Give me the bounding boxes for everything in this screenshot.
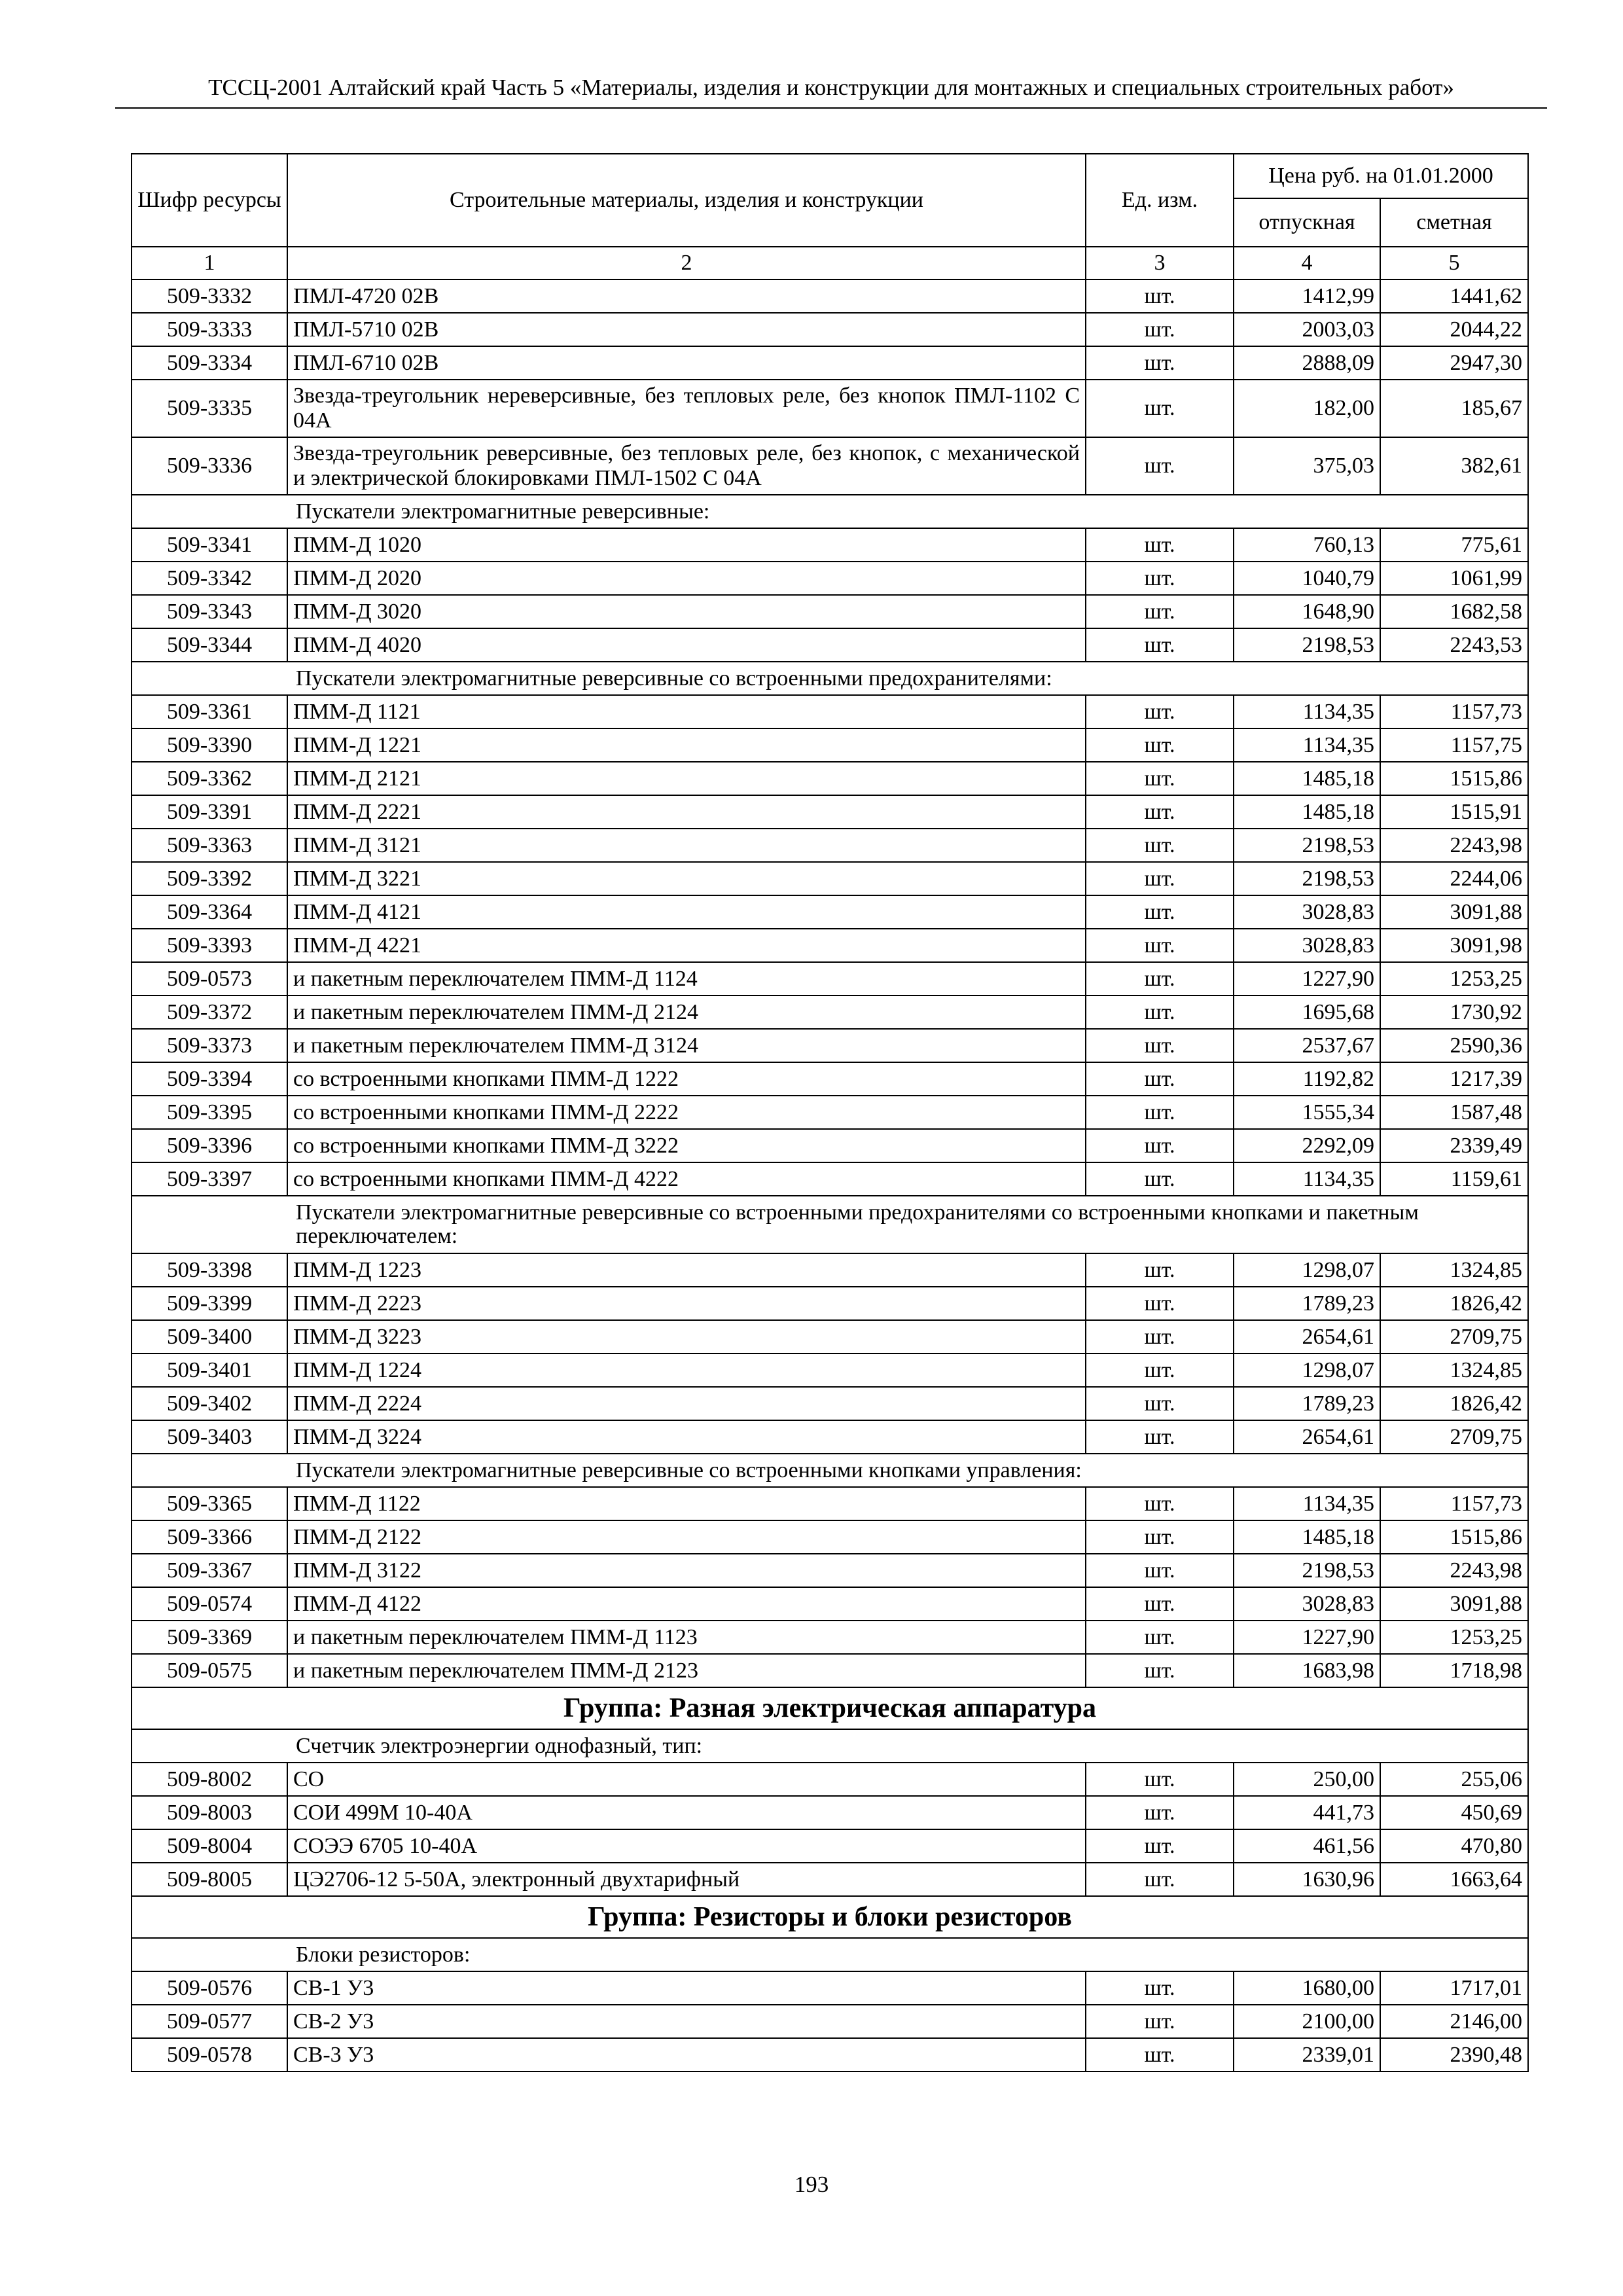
unit-cell: шт. bbox=[1086, 1387, 1234, 1420]
resource-code: 509-3335 bbox=[132, 380, 287, 437]
estimate-price: 3091,88 bbox=[1380, 895, 1528, 929]
table-row bbox=[132, 1287, 1528, 1320]
material-name: СО bbox=[287, 1763, 1086, 1796]
table-row bbox=[132, 313, 1528, 346]
unit-cell: шт. bbox=[1086, 1129, 1234, 1162]
unit-cell: шт. bbox=[1086, 862, 1234, 895]
estimate-price: 2244,06 bbox=[1380, 862, 1528, 895]
resource-code: 509-3402 bbox=[132, 1387, 287, 1420]
resource-code: 509-3344 bbox=[132, 628, 287, 662]
material-name: ЦЭ2706-12 5-50А, электронный двухтарифный bbox=[287, 1863, 1086, 1896]
header-unit: Ед. изм. bbox=[1086, 154, 1234, 247]
material-name: ПММ-Д 2223 bbox=[287, 1287, 1086, 1320]
resource-code: 509-3391 bbox=[132, 795, 287, 829]
table-row bbox=[132, 795, 1528, 829]
release-price: 375,03 bbox=[1234, 437, 1380, 495]
release-price: 250,00 bbox=[1234, 1763, 1380, 1796]
material-name: ПММ-Д 1221 bbox=[287, 728, 1086, 762]
section-label: Блоки резисторов: bbox=[132, 1938, 1528, 1971]
unit-cell: шт. bbox=[1086, 346, 1234, 380]
release-price: 441,73 bbox=[1234, 1796, 1380, 1829]
estimate-price: 1157,73 bbox=[1380, 695, 1528, 728]
resource-code: 509-8004 bbox=[132, 1829, 287, 1863]
table-row bbox=[132, 528, 1528, 562]
release-price: 1683,98 bbox=[1234, 1654, 1380, 1687]
unit-cell: шт. bbox=[1086, 1487, 1234, 1520]
estimate-price: 1682,58 bbox=[1380, 595, 1528, 628]
release-price: 2198,53 bbox=[1234, 1554, 1380, 1587]
estimate-price: 1515,86 bbox=[1380, 762, 1528, 795]
unit-cell: шт. bbox=[1086, 728, 1234, 762]
release-price: 3028,83 bbox=[1234, 895, 1380, 929]
unit-cell: шт. bbox=[1086, 962, 1234, 996]
header-price: Цена руб. на 01.01.2000 bbox=[1234, 154, 1528, 198]
release-price: 1680,00 bbox=[1234, 1971, 1380, 2005]
release-price: 2198,53 bbox=[1234, 829, 1380, 862]
release-price: 2198,53 bbox=[1234, 628, 1380, 662]
estimate-price: 2590,36 bbox=[1380, 1029, 1528, 1062]
section-row bbox=[132, 662, 1528, 695]
resource-code: 509-3397 bbox=[132, 1162, 287, 1196]
estimate-price: 2243,98 bbox=[1380, 829, 1528, 862]
estimate-price: 382,61 bbox=[1380, 437, 1528, 495]
unit-cell: шт. bbox=[1086, 829, 1234, 862]
material-name: и пакетным переключателем ПММ-Д 2123 bbox=[287, 1654, 1086, 1687]
column-number-row bbox=[132, 247, 1528, 279]
resource-code: 509-3400 bbox=[132, 1320, 287, 1354]
resource-code: 509-0573 bbox=[132, 962, 287, 996]
release-price: 1192,82 bbox=[1234, 1062, 1380, 1096]
release-price: 760,13 bbox=[1234, 528, 1380, 562]
resource-code: 509-3403 bbox=[132, 1420, 287, 1454]
estimate-price: 1826,42 bbox=[1380, 1387, 1528, 1420]
table-row bbox=[132, 437, 1528, 495]
material-name: ПММ-Д 4020 bbox=[287, 628, 1086, 662]
table-row bbox=[132, 1520, 1528, 1554]
estimate-price: 2947,30 bbox=[1380, 346, 1528, 380]
resource-code: 509-3332 bbox=[132, 279, 287, 313]
table-row bbox=[132, 895, 1528, 929]
material-name: ПМЛ-6710 02В bbox=[287, 346, 1086, 380]
release-price: 1298,07 bbox=[1234, 1253, 1380, 1287]
resource-code: 509-3373 bbox=[132, 1029, 287, 1062]
table-row bbox=[132, 595, 1528, 628]
unit-cell: шт. bbox=[1086, 996, 1234, 1029]
material-name: со встроенными кнопками ПММ-Д 1222 bbox=[287, 1062, 1086, 1096]
resource-code: 509-3364 bbox=[132, 895, 287, 929]
unit-cell: шт. bbox=[1086, 595, 1234, 628]
resource-code: 509-3396 bbox=[132, 1129, 287, 1162]
unit-cell: шт. bbox=[1086, 1096, 1234, 1129]
release-price: 1227,90 bbox=[1234, 962, 1380, 996]
table-row bbox=[132, 1387, 1528, 1420]
material-name: ПММ-Д 3121 bbox=[287, 829, 1086, 862]
table-row bbox=[132, 562, 1528, 595]
table-row bbox=[132, 1062, 1528, 1096]
estimate-price: 2243,53 bbox=[1380, 628, 1528, 662]
resource-code: 509-3363 bbox=[132, 829, 287, 862]
table-row bbox=[132, 1971, 1528, 2005]
material-name: Звезда-треугольник нереверсивные, без тепловых реле, без кнопок ПМЛ-1102 С 04А bbox=[287, 380, 1086, 437]
table-row bbox=[132, 1863, 1528, 1896]
resource-code: 509-3333 bbox=[132, 313, 287, 346]
estimate-price: 1159,61 bbox=[1380, 1162, 1528, 1196]
release-price: 1298,07 bbox=[1234, 1354, 1380, 1387]
estimate-price: 1587,48 bbox=[1380, 1096, 1528, 1129]
release-price: 3028,83 bbox=[1234, 1587, 1380, 1621]
material-name: со встроенными кнопками ПММ-Д 3222 bbox=[287, 1129, 1086, 1162]
material-name: ПММ-Д 2020 bbox=[287, 562, 1086, 595]
column-number: 1 bbox=[132, 247, 287, 279]
unit-cell: шт. bbox=[1086, 1763, 1234, 1796]
header-code: Шифр ресурсы bbox=[132, 154, 287, 247]
release-price: 182,00 bbox=[1234, 380, 1380, 437]
release-price: 3028,83 bbox=[1234, 929, 1380, 962]
unit-cell: шт. bbox=[1086, 1287, 1234, 1320]
estimate-price: 2390,48 bbox=[1380, 2038, 1528, 2072]
material-name: ПММ-Д 2121 bbox=[287, 762, 1086, 795]
unit-cell: шт. bbox=[1086, 1863, 1234, 1896]
unit-cell: шт. bbox=[1086, 1162, 1234, 1196]
resource-code: 509-3361 bbox=[132, 695, 287, 728]
material-name: ПМЛ-5710 02В bbox=[287, 313, 1086, 346]
unit-cell: шт. bbox=[1086, 929, 1234, 962]
material-name: СВ-1 У3 bbox=[287, 1971, 1086, 2005]
resource-code: 509-3372 bbox=[132, 996, 287, 1029]
unit-cell: шт. bbox=[1086, 695, 1234, 728]
estimate-price: 1515,91 bbox=[1380, 795, 1528, 829]
material-name: ПММ-Д 2122 bbox=[287, 1520, 1086, 1554]
estimate-price: 1157,75 bbox=[1380, 728, 1528, 762]
unit-cell: шт. bbox=[1086, 279, 1234, 313]
header-release-price: отпускная bbox=[1234, 198, 1380, 247]
table-row bbox=[132, 1763, 1528, 1796]
table-row bbox=[132, 1587, 1528, 1621]
unit-cell: шт. bbox=[1086, 437, 1234, 495]
table-row bbox=[132, 1162, 1528, 1196]
release-price: 2292,09 bbox=[1234, 1129, 1380, 1162]
unit-cell: шт. bbox=[1086, 1971, 1234, 2005]
table-row bbox=[132, 279, 1528, 313]
estimate-price: 1663,64 bbox=[1380, 1863, 1528, 1896]
release-price: 1040,79 bbox=[1234, 562, 1380, 595]
release-price: 2888,09 bbox=[1234, 346, 1380, 380]
resource-code: 509-3369 bbox=[132, 1621, 287, 1654]
table-row bbox=[132, 1253, 1528, 1287]
resource-code: 509-3401 bbox=[132, 1354, 287, 1387]
estimate-price: 450,69 bbox=[1380, 1796, 1528, 1829]
resource-code: 509-3365 bbox=[132, 1487, 287, 1520]
material-name: ПММ-Д 3224 bbox=[287, 1420, 1086, 1454]
material-name: и пакетным переключателем ПММ-Д 1124 bbox=[287, 962, 1086, 996]
resource-code: 509-3395 bbox=[132, 1096, 287, 1129]
material-name: и пакетным переключателем ПММ-Д 1123 bbox=[287, 1621, 1086, 1654]
material-name: ПМЛ-4720 02В bbox=[287, 279, 1086, 313]
material-name: ПММ-Д 3122 bbox=[287, 1554, 1086, 1587]
estimate-price: 2709,75 bbox=[1380, 1420, 1528, 1454]
unit-cell: шт. bbox=[1086, 562, 1234, 595]
material-name: ПММ-Д 1223 bbox=[287, 1253, 1086, 1287]
unit-cell: шт. bbox=[1086, 1587, 1234, 1621]
unit-cell: шт. bbox=[1086, 762, 1234, 795]
unit-cell: шт. bbox=[1086, 528, 1234, 562]
estimate-price: 1253,25 bbox=[1380, 1621, 1528, 1654]
material-name: ПММ-Д 3020 bbox=[287, 595, 1086, 628]
resource-code: 509-3367 bbox=[132, 1554, 287, 1587]
resource-code: 509-0575 bbox=[132, 1654, 287, 1687]
material-name: ПММ-Д 4121 bbox=[287, 895, 1086, 929]
release-price: 2339,01 bbox=[1234, 2038, 1380, 2072]
section-label: Пускатели электромагнитные реверсивные: bbox=[132, 495, 1528, 528]
estimate-price: 1217,39 bbox=[1380, 1062, 1528, 1096]
unit-cell: шт. bbox=[1086, 1829, 1234, 1863]
estimate-price: 1717,01 bbox=[1380, 1971, 1528, 2005]
resource-code: 509-3366 bbox=[132, 1520, 287, 1554]
resource-code: 509-8003 bbox=[132, 1796, 287, 1829]
section-row bbox=[132, 1454, 1528, 1487]
material-name: ПММ-Д 1122 bbox=[287, 1487, 1086, 1520]
table-row bbox=[132, 1796, 1528, 1829]
unit-cell: шт. bbox=[1086, 2038, 1234, 2072]
release-price: 1134,35 bbox=[1234, 1162, 1380, 1196]
section-label: Счетчик электроэнергии однофазный, тип: bbox=[132, 1729, 1528, 1763]
table-row bbox=[132, 380, 1528, 437]
material-name: Звезда-треугольник реверсивные, без тепловых реле, без кнопок, с механической и электрической блокировками ПМЛ-1502 С 04А bbox=[287, 437, 1086, 495]
table-row bbox=[132, 1621, 1528, 1654]
release-price: 461,56 bbox=[1234, 1829, 1380, 1863]
column-number: 5 bbox=[1380, 247, 1528, 279]
estimate-price: 185,67 bbox=[1380, 380, 1528, 437]
table-row bbox=[132, 1487, 1528, 1520]
resource-code: 509-3392 bbox=[132, 862, 287, 895]
table-row bbox=[132, 862, 1528, 895]
release-price: 1648,90 bbox=[1234, 595, 1380, 628]
table-row bbox=[132, 695, 1528, 728]
release-price: 2003,03 bbox=[1234, 313, 1380, 346]
resource-code: 509-0576 bbox=[132, 1971, 287, 2005]
release-price: 1630,96 bbox=[1234, 1863, 1380, 1896]
material-name: ПММ-Д 4221 bbox=[287, 929, 1086, 962]
table-row bbox=[132, 762, 1528, 795]
table-row bbox=[132, 1354, 1528, 1387]
table-row bbox=[132, 1029, 1528, 1062]
table-row bbox=[132, 829, 1528, 862]
unit-cell: шт. bbox=[1086, 380, 1234, 437]
release-price: 1789,23 bbox=[1234, 1287, 1380, 1320]
release-price: 2537,67 bbox=[1234, 1029, 1380, 1062]
release-price: 1789,23 bbox=[1234, 1387, 1380, 1420]
release-price: 1555,34 bbox=[1234, 1096, 1380, 1129]
unit-cell: шт. bbox=[1086, 1320, 1234, 1354]
resource-code: 509-3341 bbox=[132, 528, 287, 562]
unit-cell: шт. bbox=[1086, 795, 1234, 829]
table-row bbox=[132, 2038, 1528, 2072]
material-name: ПММ-Д 2224 bbox=[287, 1387, 1086, 1420]
unit-cell: шт. bbox=[1086, 313, 1234, 346]
estimate-price: 1826,42 bbox=[1380, 1287, 1528, 1320]
estimate-price: 1515,86 bbox=[1380, 1520, 1528, 1554]
release-price: 1485,18 bbox=[1234, 795, 1380, 829]
release-price: 2198,53 bbox=[1234, 862, 1380, 895]
estimate-price: 1157,73 bbox=[1380, 1487, 1528, 1520]
material-name: ПММ-Д 3223 bbox=[287, 1320, 1086, 1354]
estimate-price: 1253,25 bbox=[1380, 962, 1528, 996]
unit-cell: шт. bbox=[1086, 628, 1234, 662]
page-header: ТССЦ-2001 Алтайский край Часть 5 «Материалы, изделия и конструкции для монтажных и специальных строительных работ» bbox=[115, 73, 1547, 109]
resource-code: 509-8005 bbox=[132, 1863, 287, 1896]
unit-cell: шт. bbox=[1086, 1062, 1234, 1096]
release-price: 2100,00 bbox=[1234, 2005, 1380, 2038]
section-row bbox=[132, 495, 1528, 528]
resource-code: 509-8002 bbox=[132, 1763, 287, 1796]
section-row bbox=[132, 1196, 1528, 1253]
header-estimate-price: сметная bbox=[1380, 198, 1528, 247]
unit-cell: шт. bbox=[1086, 2005, 1234, 2038]
section-label: Пускатели электромагнитные реверсивные со встроенными предохранителями со встроенными кнопками и пакетным переключателем: bbox=[132, 1196, 1528, 1253]
material-name: ПММ-Д 2221 bbox=[287, 795, 1086, 829]
table-row bbox=[132, 628, 1528, 662]
table-row bbox=[132, 1096, 1528, 1129]
column-number: 2 bbox=[287, 247, 1086, 279]
release-price: 1227,90 bbox=[1234, 1621, 1380, 1654]
estimate-price: 2146,00 bbox=[1380, 2005, 1528, 2038]
table-header-row bbox=[132, 154, 1528, 198]
resource-code: 509-3399 bbox=[132, 1287, 287, 1320]
page-number: 193 bbox=[794, 2172, 829, 2197]
release-price: 1485,18 bbox=[1234, 1520, 1380, 1554]
estimate-price: 2339,49 bbox=[1380, 1129, 1528, 1162]
group-title: Группа: Разная электрическая аппаратура bbox=[132, 1687, 1528, 1729]
material-name: ПММ-Д 1224 bbox=[287, 1354, 1086, 1387]
table-row bbox=[132, 1554, 1528, 1587]
estimate-price: 1324,85 bbox=[1380, 1253, 1528, 1287]
unit-cell: шт. bbox=[1086, 895, 1234, 929]
unit-cell: шт. bbox=[1086, 1654, 1234, 1687]
material-name: со встроенными кнопками ПММ-Д 2222 bbox=[287, 1096, 1086, 1129]
material-name: ПММ-Д 1020 bbox=[287, 528, 1086, 562]
resource-code: 509-3342 bbox=[132, 562, 287, 595]
release-price: 1485,18 bbox=[1234, 762, 1380, 795]
release-price: 1412,99 bbox=[1234, 279, 1380, 313]
estimate-price: 1718,98 bbox=[1380, 1654, 1528, 1687]
table-row bbox=[132, 1129, 1528, 1162]
resource-code: 509-3334 bbox=[132, 346, 287, 380]
table-row bbox=[132, 346, 1528, 380]
unit-cell: шт. bbox=[1086, 1253, 1234, 1287]
material-name: ПММ-Д 1121 bbox=[287, 695, 1086, 728]
estimate-price: 255,06 bbox=[1380, 1763, 1528, 1796]
unit-cell: шт. bbox=[1086, 1554, 1234, 1587]
material-name: со встроенными кнопками ПММ-Д 4222 bbox=[287, 1162, 1086, 1196]
estimate-price: 775,61 bbox=[1380, 528, 1528, 562]
material-name: СОИ 499М 10-40А bbox=[287, 1796, 1086, 1829]
table-row bbox=[132, 962, 1528, 996]
unit-cell: шт. bbox=[1086, 1621, 1234, 1654]
price-table bbox=[131, 153, 1529, 2072]
material-name: СВ-2 У3 bbox=[287, 2005, 1086, 2038]
unit-cell: шт. bbox=[1086, 1420, 1234, 1454]
table-row bbox=[132, 2005, 1528, 2038]
resource-code: 509-3393 bbox=[132, 929, 287, 962]
release-price: 1134,35 bbox=[1234, 1487, 1380, 1520]
estimate-price: 470,80 bbox=[1380, 1829, 1528, 1863]
resource-code: 509-3336 bbox=[132, 437, 287, 495]
resource-code: 509-3394 bbox=[132, 1062, 287, 1096]
release-price: 1134,35 bbox=[1234, 728, 1380, 762]
estimate-price: 3091,98 bbox=[1380, 929, 1528, 962]
header-name: Строительные материалы, изделия и конструкции bbox=[287, 154, 1086, 247]
release-price: 2654,61 bbox=[1234, 1320, 1380, 1354]
estimate-price: 1324,85 bbox=[1380, 1354, 1528, 1387]
unit-cell: шт. bbox=[1086, 1520, 1234, 1554]
estimate-price: 1730,92 bbox=[1380, 996, 1528, 1029]
unit-cell: шт. bbox=[1086, 1796, 1234, 1829]
release-price: 2654,61 bbox=[1234, 1420, 1380, 1454]
estimate-price: 1061,99 bbox=[1380, 562, 1528, 595]
unit-cell: шт. bbox=[1086, 1029, 1234, 1062]
unit-cell: шт. bbox=[1086, 1354, 1234, 1387]
material-name: ПММ-Д 3221 bbox=[287, 862, 1086, 895]
group-row bbox=[132, 1896, 1528, 1938]
table-row bbox=[132, 996, 1528, 1029]
resource-code: 509-0578 bbox=[132, 2038, 287, 2072]
estimate-price: 2044,22 bbox=[1380, 313, 1528, 346]
material-name: и пакетным переключателем ПММ-Д 2124 bbox=[287, 996, 1086, 1029]
section-label: Пускатели электромагнитные реверсивные со встроенными кнопками управления: bbox=[132, 1454, 1528, 1487]
material-name: СВ-3 У3 bbox=[287, 2038, 1086, 2072]
estimate-price: 1441,62 bbox=[1380, 279, 1528, 313]
resource-code: 509-3398 bbox=[132, 1253, 287, 1287]
resource-code: 509-3390 bbox=[132, 728, 287, 762]
section-row bbox=[132, 1938, 1528, 1971]
estimate-price: 2243,98 bbox=[1380, 1554, 1528, 1587]
group-title: Группа: Резисторы и блоки резисторов bbox=[132, 1896, 1528, 1938]
group-row bbox=[132, 1687, 1528, 1729]
column-number: 4 bbox=[1234, 247, 1380, 279]
resource-code: 509-0577 bbox=[132, 2005, 287, 2038]
table-row bbox=[132, 728, 1528, 762]
resource-code: 509-3362 bbox=[132, 762, 287, 795]
table-row bbox=[132, 929, 1528, 962]
table-row bbox=[132, 1829, 1528, 1863]
resource-code: 509-0574 bbox=[132, 1587, 287, 1621]
table-row bbox=[132, 1420, 1528, 1454]
material-name: ПММ-Д 4122 bbox=[287, 1587, 1086, 1621]
section-row bbox=[132, 1729, 1528, 1763]
estimate-price: 2709,75 bbox=[1380, 1320, 1528, 1354]
table-row bbox=[132, 1654, 1528, 1687]
section-label: Пускатели электромагнитные реверсивные со встроенными предохранителями: bbox=[132, 662, 1528, 695]
material-name: и пакетным переключателем ПММ-Д 3124 bbox=[287, 1029, 1086, 1062]
table-row bbox=[132, 1320, 1528, 1354]
resource-code: 509-3343 bbox=[132, 595, 287, 628]
material-name: СОЭЭ 6705 10-40А bbox=[287, 1829, 1086, 1863]
release-price: 1695,68 bbox=[1234, 996, 1380, 1029]
estimate-price: 3091,88 bbox=[1380, 1587, 1528, 1621]
release-price: 1134,35 bbox=[1234, 695, 1380, 728]
column-number: 3 bbox=[1086, 247, 1234, 279]
